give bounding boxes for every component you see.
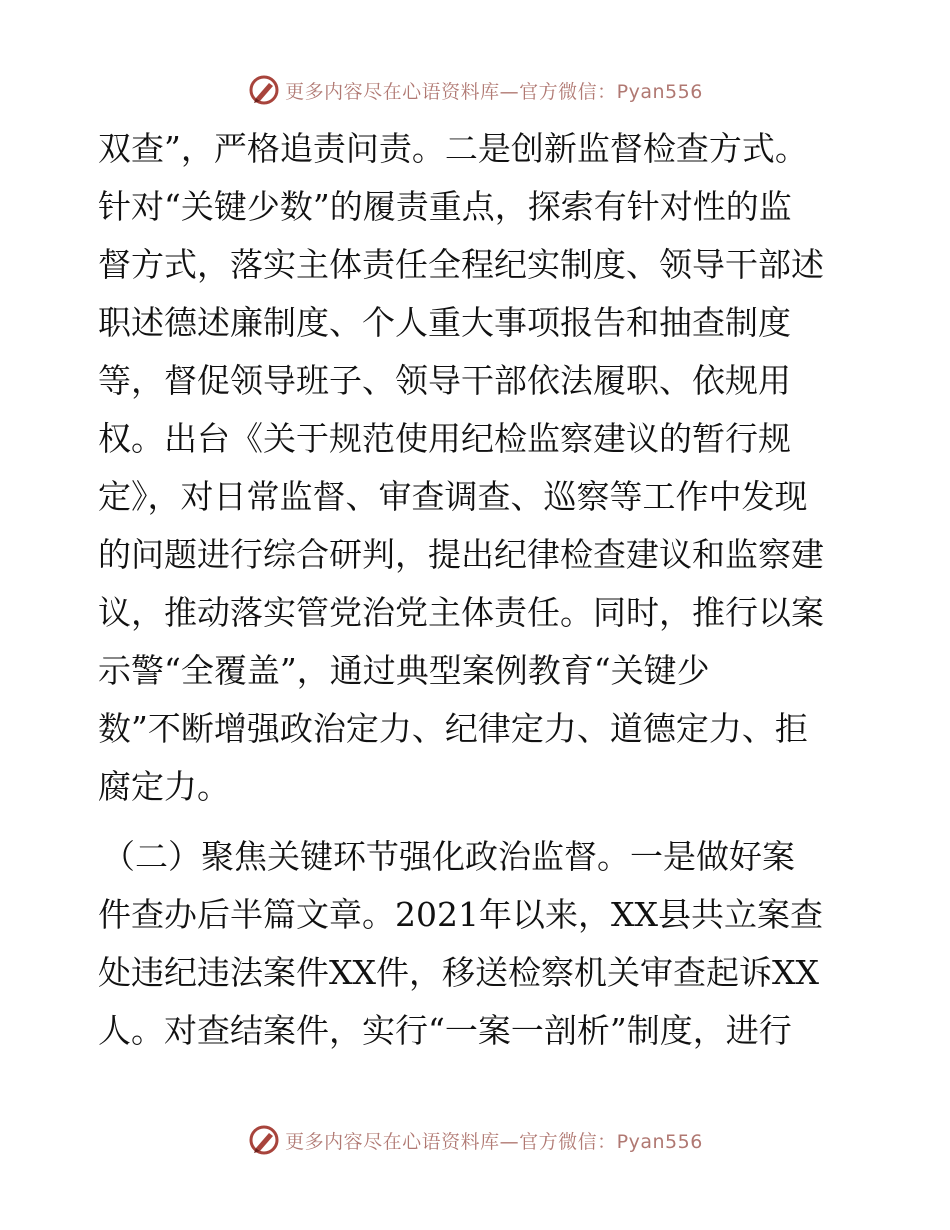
footer-banner xyxy=(0,1120,950,1160)
text-line: 督方式，落实主体责任全程纪实制度、领导干部述 xyxy=(98,245,824,284)
text-line: 件查办后半篇文章。2021年以来，XX县共立案查 xyxy=(98,895,823,934)
footer-banner-text: 更多内容尽在心语资料库—官方微信：Pyan556 xyxy=(285,1130,703,1153)
text-line: 处违纪违法案件XX件，移送检察机关审查起诉XX xyxy=(98,953,819,992)
text-line: 数”不断增强政治定力、纪律定力、道德定力、拒 xyxy=(98,709,808,748)
text-line: 议，推动落实管党治党主体责任。同时，推行以案 xyxy=(98,593,824,632)
pen-logo-icon xyxy=(247,1123,281,1157)
text-line: 的问题进行综合研判，提出纪律检查建议和监察建 xyxy=(98,535,824,574)
text-line: 权。出台《关于规范使用纪检监察建议的暂行规 xyxy=(98,419,791,458)
section-heading-line: （二）聚焦关键环节强化政治监督。一是做好案 xyxy=(102,837,795,876)
header-banner-text: 更多内容尽在心语资料库—官方微信：Pyan556 xyxy=(285,80,703,103)
document-body xyxy=(98,120,858,1060)
text-line: 等，督促领导班子、领导干部依法履职、依规用 xyxy=(98,361,791,400)
text-line: 示警“全覆盖”，通过典型案例教育“关键少 xyxy=(98,651,710,690)
pen-logo-icon xyxy=(247,73,281,107)
text-line: 职述德述廉制度、个人重大事项报告和抽查制度 xyxy=(98,303,791,342)
text-line: 腐定力。 xyxy=(98,767,230,806)
text-line: 针对“关键少数”的履责重点，探索有针对性的监 xyxy=(98,187,792,226)
text-line: 定》，对日常监督、审查调查、巡察等工作中发现 xyxy=(98,477,808,516)
header-banner xyxy=(0,70,950,110)
text-line: 人。对查结案件，实行“一案一剖析”制度，进行 xyxy=(98,1011,792,1050)
text-line: 双查”，严格追责问责。二是创新监督检查方式。 xyxy=(98,129,808,168)
